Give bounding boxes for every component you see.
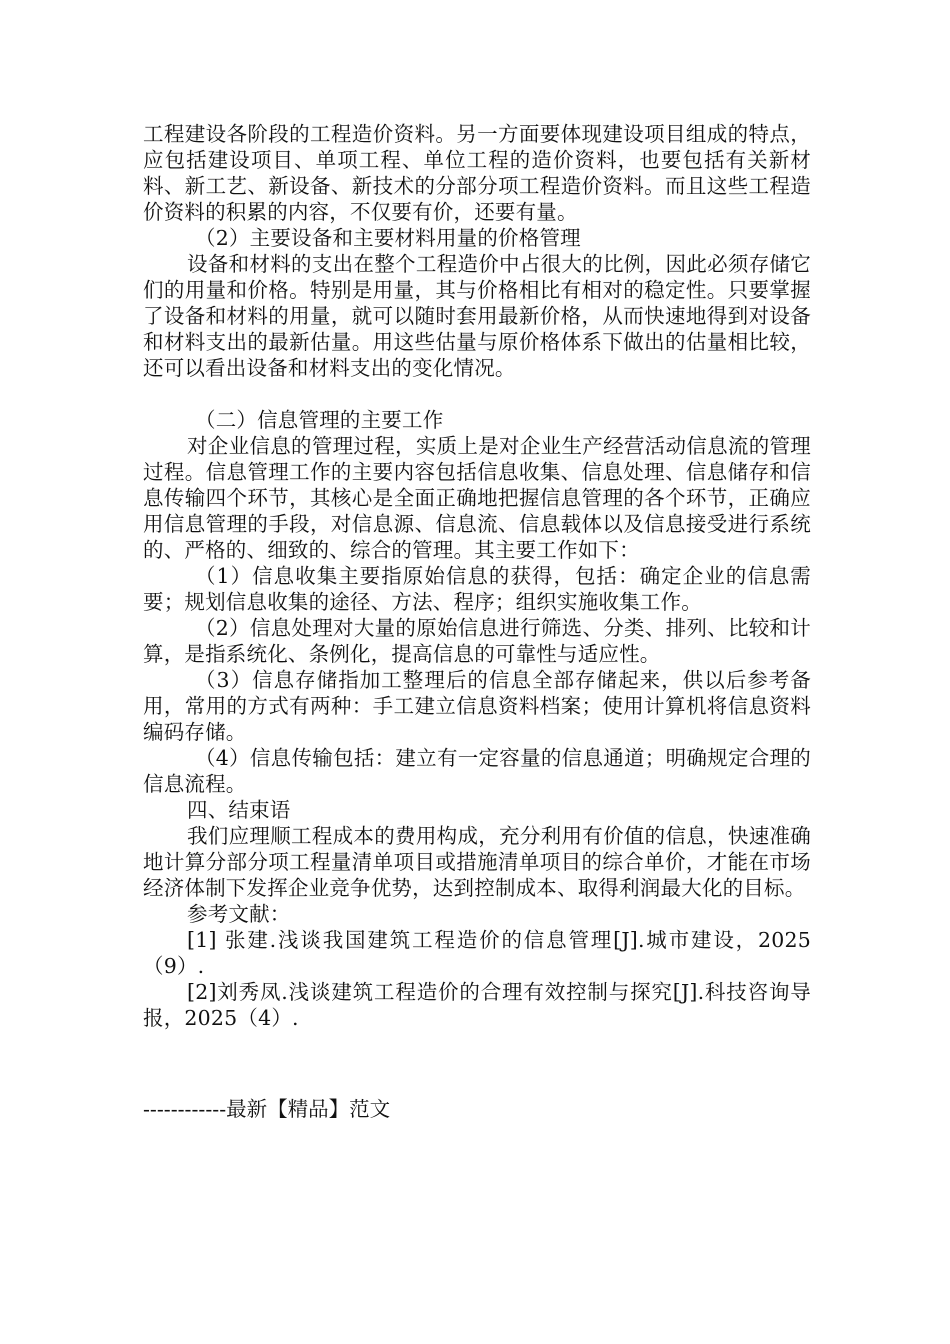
reference-item-1: [1] 张建.浅谈我国建筑工程造价的信息管理[J].城市建设，2025（9）. (143, 928, 811, 978)
list-item-info-storage: （3）信息存储指加工整理后的信息全部存储起来，供以后参考备用，常用的方式有两种：手工建立信息资料档案；使用计算机将信息资料编码存储。 (143, 668, 811, 744)
list-item-info-transmission: （4）信息传输包括：建立有一定容量的信息通道；明确规定合理的信息流程。 (143, 746, 811, 796)
reference-item-2: [2]刘秀凤.浅谈建筑工程造价的合理有效控制与探究[J].科技咨询导报，2025（4）. (143, 980, 811, 1030)
list-item-info-collection: （1）信息收集主要指原始信息的获得，包括：确定企业的信息需要；规划信息收集的途径、方法、程序；组织实施收集工作。 (143, 564, 811, 614)
paragraph-continuation: 工程建设各阶段的工程造价资料。另一方面要体现建设项目组成的特点，应包括建设项目、单项工程、单位工程的造价资料，也要包括有关新材料、新工艺、新设备、新技术的分部分项工程造价资料。而且这些工程造价资料的积累的内容，不仅要有价，还要有量。 (143, 122, 811, 224)
paragraph-conclusion: 我们应理顺工程成本的费用构成，充分利用有价值的信息，快速准确地计算分部分项工程量清单项目或措施清单项目的综合单价，才能在市场经济体制下发挥企业竞争优势，达到控制成本、取得利润最大化的目标。 (143, 824, 811, 900)
body-text (143, 121, 811, 1031)
subheading-equipment-materials: （2）主要设备和主要材料用量的价格管理 (195, 226, 581, 250)
paragraph-equipment-materials: 设备和材料的支出在整个工程造价中占很大的比例，因此必须存储它们的用量和价格。特别是用量，其与价格相比有相对的稳定性。只要掌握了设备和材料的用量，就可以随时套用最新价格，从而快速地得到对设备和材料支出的最新估量。用这些估量与原价格体系下做出的估量相比较，还可以看出设备和材料支出的变化情况。 (143, 252, 811, 380)
footer-text: ------------最新【精品】范文 (143, 1097, 391, 1121)
section-heading-conclusion: 四、结束语 (187, 798, 291, 822)
section-heading-info-management: （二）信息管理的主要工作 (195, 408, 444, 432)
references-heading: 参考文献： (187, 902, 291, 926)
list-item-info-processing: （2）信息处理对大量的原始信息进行筛选、分类、排列、比较和计算，是指系统化、条例化，提高信息的可靠性与适应性。 (143, 616, 811, 666)
paragraph-info-management: 对企业信息的管理过程，实质上是对企业生产经营活动信息流的管理过程。信息管理工作的主要内容包括信息收集、信息处理、信息储存和信息传输四个环节，其核心是全面正确地把握信息管理的各个环节，正确应用信息管理的手段，对信息源、信息流、信息载体以及信息接受进行系统的、严格的、细致的、综合的管理。其主要工作如下： (143, 434, 811, 562)
